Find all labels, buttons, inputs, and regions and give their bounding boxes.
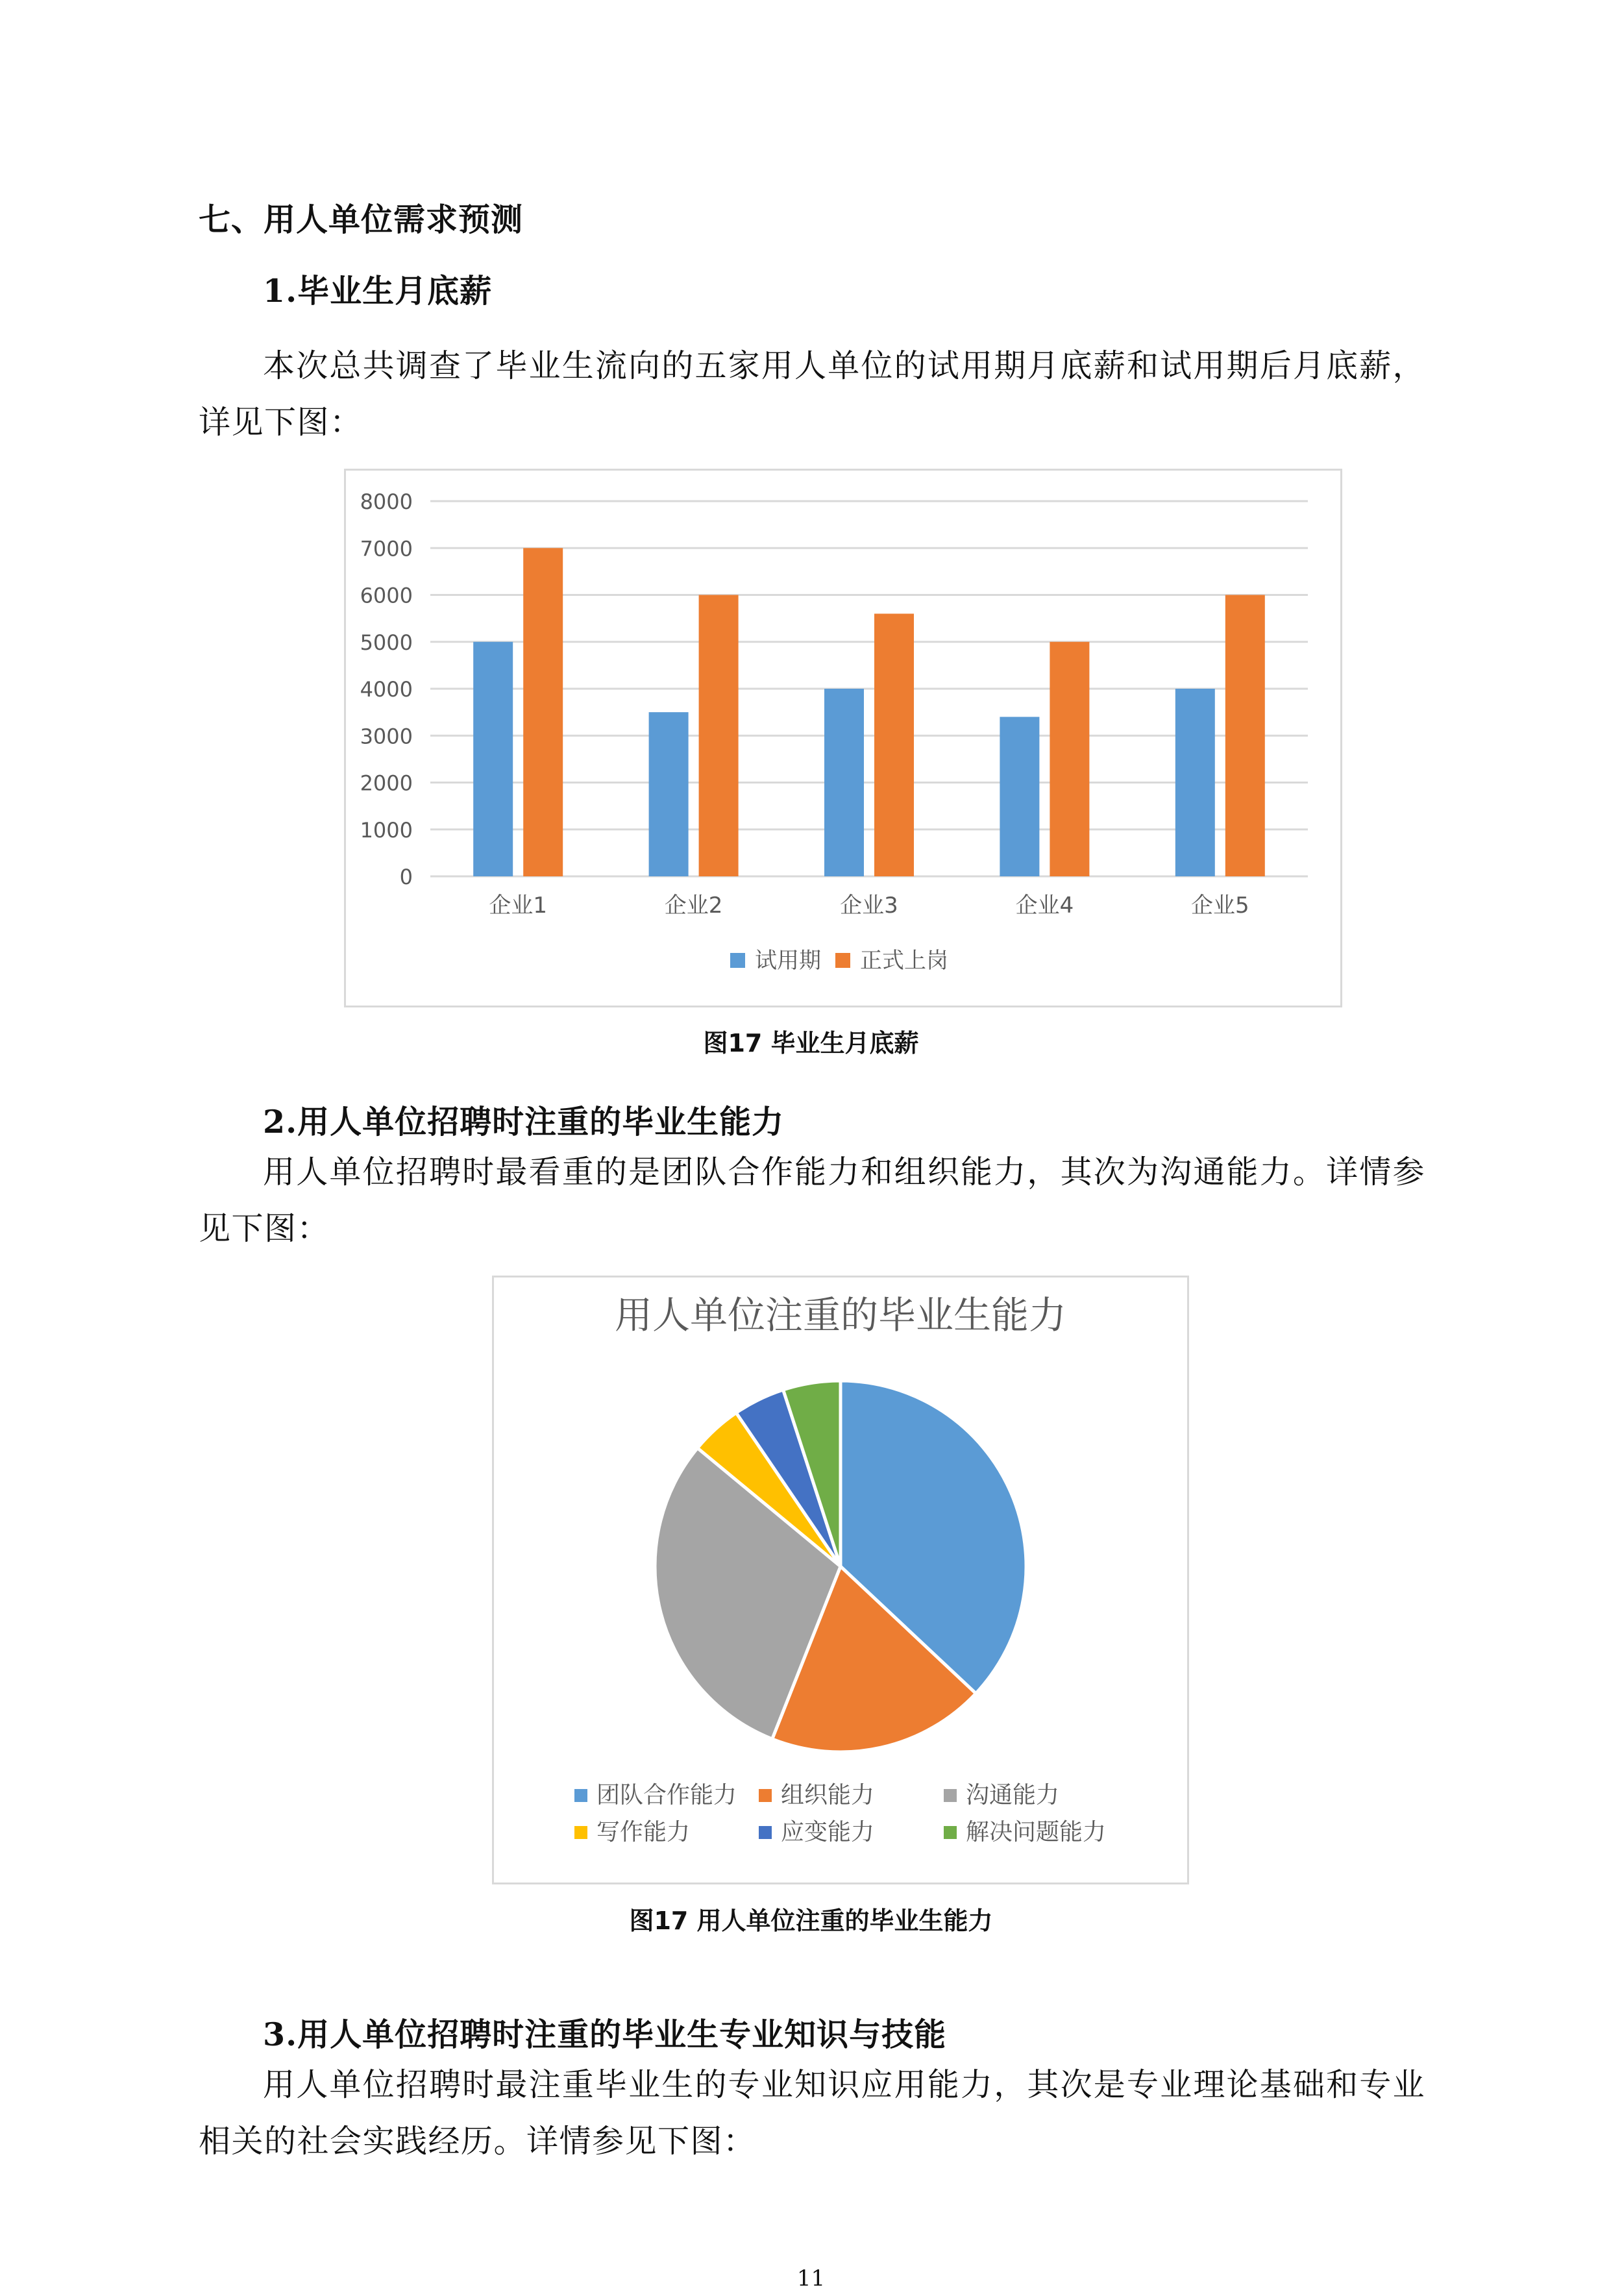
x-tick-label: 企业3 [840, 893, 898, 919]
page-number: 11 [796, 2265, 826, 2291]
abilities-pie-chart-svg [494, 1278, 1187, 1882]
legend-label: 应变能力 [781, 1819, 875, 1845]
y-tick-label: 6000 [360, 583, 413, 608]
legend-swatch [944, 1826, 957, 1839]
paragraph-knowledge: 用人单位招聘时最注重毕业生的专业知识应用能力，其次是专业理论基础和专业相关的社会实践经历。详情参见下图： [199, 2066, 1425, 2160]
abilities-pie-chart [492, 1276, 1189, 1884]
subsection-heading-1: 1.毕业生月底薪 [263, 272, 493, 310]
y-tick-label: 5000 [360, 630, 413, 655]
paragraph-abilities: 用人单位招聘时最看重的是团队合作能力和组织能力，其次为沟通能力。详情参见下图： [199, 1154, 1425, 1247]
figure-caption-salary: 图17 毕业生月底薪 [703, 1029, 919, 1057]
legend-label: 正式上岗 [860, 948, 948, 974]
legend-label: 写作能力 [596, 1819, 691, 1845]
bar-regular-1 [523, 548, 563, 876]
bar-probation-5 [1175, 689, 1215, 876]
bar-probation-2 [649, 712, 689, 876]
y-tick-label: 3000 [360, 724, 413, 749]
x-tick-label: 企业2 [664, 893, 723, 919]
paragraph-salary: 本次总共调查了毕业生流向的五家用人单位的试用期月底薪和试用期后月底薪，详见下图： [199, 347, 1425, 441]
section-title: 七、用人单位需求预测 [199, 201, 524, 238]
legend-label: 沟通能力 [966, 1782, 1060, 1808]
salary-bar-chart [344, 469, 1342, 1007]
y-tick-label: 4000 [360, 677, 413, 702]
legend-swatch [574, 1826, 587, 1839]
bar-probation-4 [1000, 717, 1039, 876]
bar-regular-5 [1225, 595, 1265, 877]
bar-regular-2 [699, 595, 739, 877]
legend-label: 团队合作能力 [596, 1782, 737, 1808]
legend-swatch [944, 1789, 957, 1802]
y-tick-label: 8000 [360, 489, 413, 514]
figure-caption-abilities: 图17 用人单位注重的毕业生能力 [629, 1907, 993, 1935]
y-tick-label: 1000 [360, 817, 413, 843]
subsection-heading-2: 2.用人单位招聘时注重的毕业生能力 [263, 1103, 785, 1141]
legend-swatch [730, 953, 745, 968]
x-tick-label: 企业1 [489, 893, 548, 919]
x-tick-label: 企业5 [1190, 893, 1249, 919]
y-tick-label: 7000 [360, 536, 413, 562]
legend-swatch [574, 1789, 587, 1802]
y-tick-label: 0 [399, 865, 413, 889]
legend-swatch [759, 1789, 772, 1802]
y-tick-label: 2000 [360, 771, 413, 796]
bar-regular-4 [1050, 642, 1089, 876]
bar-regular-3 [874, 613, 914, 876]
legend-swatch [759, 1826, 772, 1839]
salary-bar-chart-svg [346, 471, 1340, 1006]
bar-probation-3 [824, 689, 864, 876]
subsection-heading-3: 3.用人单位招聘时注重的毕业生专业知识与技能 [263, 2016, 947, 2053]
bar-probation-1 [473, 642, 513, 876]
legend-label: 试用期 [755, 948, 821, 974]
legend-label: 解决问题能力 [966, 1819, 1107, 1845]
legend-label: 组织能力 [781, 1782, 875, 1808]
pie-chart-title: 用人单位注重的毕业生能力 [614, 1293, 1067, 1337]
legend-swatch [835, 953, 850, 968]
x-tick-label: 企业4 [1015, 893, 1074, 919]
